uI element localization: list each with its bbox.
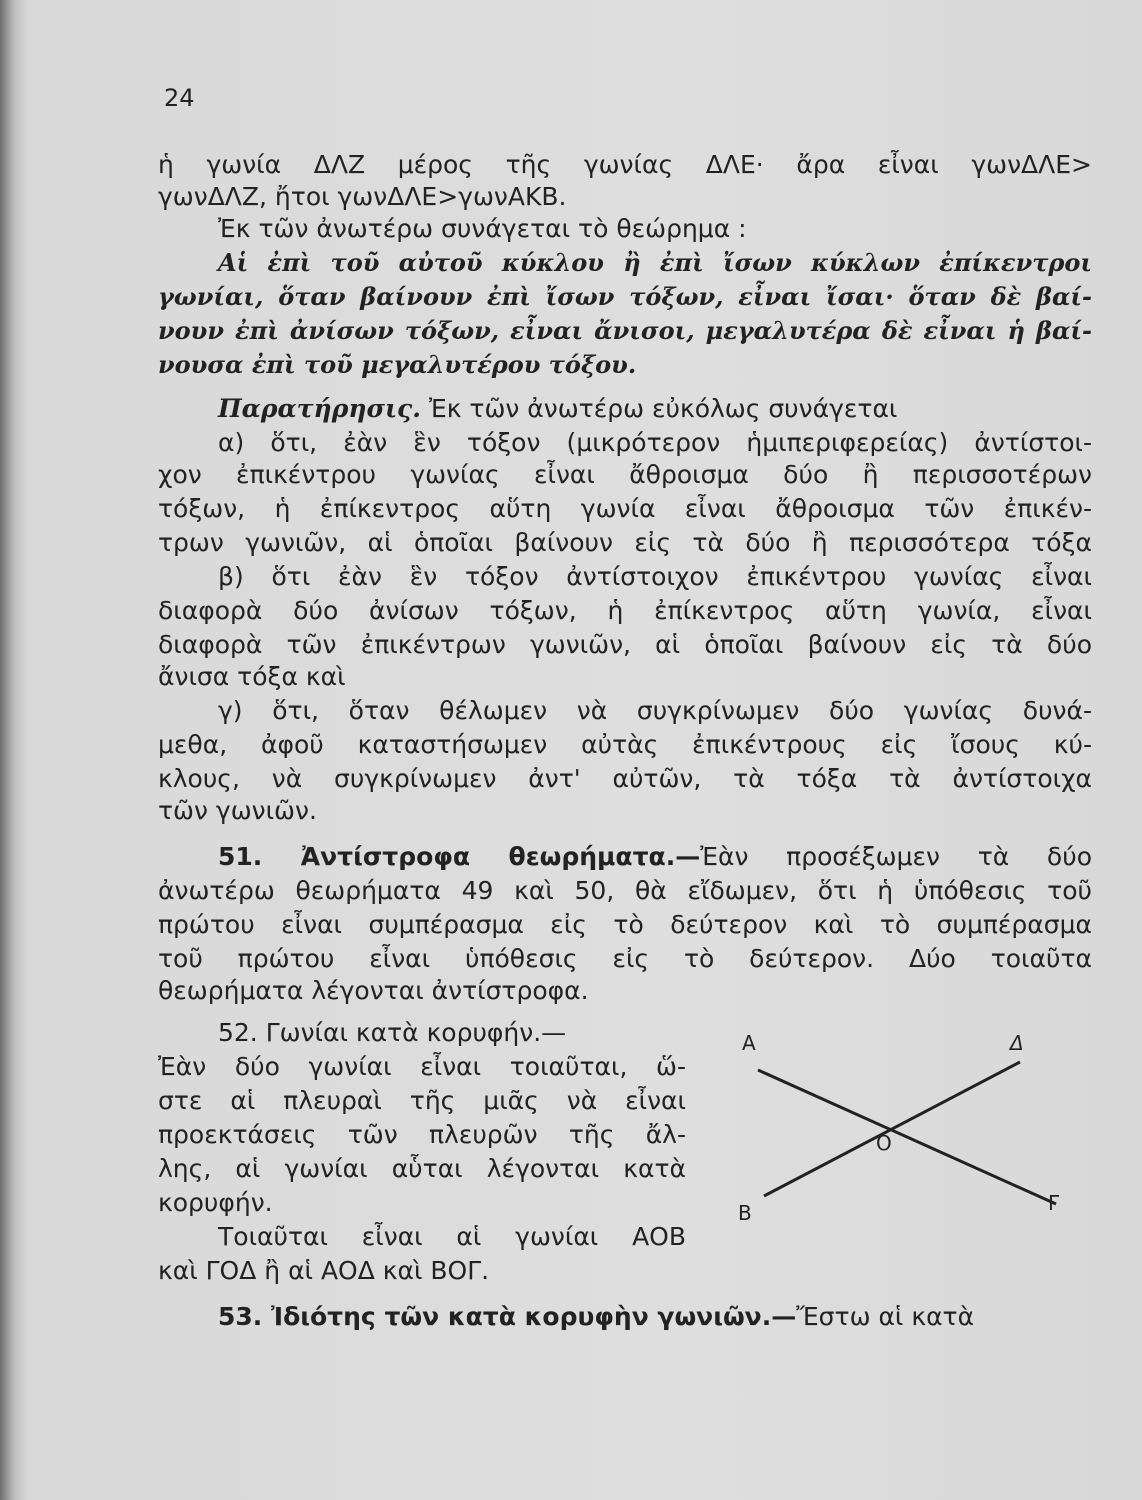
remark-label: Παρατήρησις. [218,394,421,423]
label-a: Α [742,1031,756,1055]
section-52-heading: 52. Γωνίαι κατὰ κορυφήν.— [218,1018,567,1047]
text-line: Ἐὰν δύο γωνίαι εἶναι τοιαῦται, ὥ- [158,1052,686,1081]
section-51-heading: 51. Ἀντίστροφα θεωρήματα.— [218,842,701,871]
text-line: γωνΔΛΖ, ἤτοι γωνΔΛΕ>γωνΑΚΒ. [158,182,567,211]
line-b-d [764,1062,1020,1196]
text-line: γ) ὅτι, ὅταν θέλωμεν νὰ συγκρίνωμεν δύο γωνίας δυνά- [218,696,1092,725]
text-line: διαφορὰ τῶν ἐπικέντρων γωνιῶν, αἱ ὁποῖαι βαίνουν εἰς τὰ δύο [158,630,1092,659]
label-b: Β [738,1201,752,1225]
text-line: διαφορὰ δύο ἀνίσων τόξων, ἡ ἐπίκεντρος αὕτη γωνία, εἶναι [158,596,1092,625]
text-line: καὶ ΓΟΔ ἢ αἱ ΑΟΔ καὶ ΒΟΓ. [158,1256,490,1285]
theorem-line: νουν ἐπὶ ἀνίσων τόξων, εἶναι ἄνισοι, μεγαλυτέρα δὲ εἶναι ἡ βαί- [158,316,1092,345]
text-line: β) ὅτι ἐὰν ἓν τόξον ἀντίστοιχον ἐπικέντρου γωνίας εἶναι [218,562,1092,591]
text-line: τῶν γωνιῶν. [158,796,317,825]
section-53-heading: 53. Ἰδιότης τῶν κατὰ κορυφὴν γωνιῶν.— [218,1302,797,1331]
text-line: ἄνισα τόξα καὶ [158,662,346,691]
text-line: κλους, νὰ συγκρίνωμεν ἀντ' αὐτῶν, τὰ τόξα τὰ ἀντίστοιχα [158,764,1092,793]
text-line: χον ἐπικέντρου γωνίας εἶναι ἄθροισμα δύο ἢ περισσοτέρων [158,460,1092,489]
text-line: τόξων, ἡ ἐπίκεντρος αὕτη γωνία εἶναι ἄθροισμα τῶν ἐπικέν- [158,494,1092,523]
remark-line [218,394,1092,424]
text-line: ἀνωτέρω θεωρήματα 49 καὶ 50, θὰ εἴδωμεν, ὅτι ἡ ὑπόθεσις τοῦ [158,876,1092,905]
text-line: μεθα, ἀφοῦ καταστήσωμεν αὐτὰς ἐπικέντρους εἰς ἴσους κύ- [158,730,1092,759]
text-line: τοῦ πρώτου εἶναι ὑπόθεσις εἰς τὸ δεύτερον. Δύο τοιαῦτα [158,944,1092,973]
vertical-angles-figure [720,1020,1100,1230]
section-51-text: Ἐὰν προσέξωμεν τὰ δύο [700,842,1092,871]
section-53-line [218,1302,1092,1332]
section-51-line [218,842,1092,872]
text-line: θεωρήματα λέγονται ἀντίστροφα. [158,976,589,1005]
label-g: Γ [1048,1191,1060,1215]
theorem-line: νουσα ἐπὶ τοῦ μεγαλυτέρου τόξου. [158,350,637,379]
text-line: στε αἱ πλευραὶ τῆς μιᾶς νὰ εἶναι [158,1086,686,1115]
figure-svg [720,1020,1100,1230]
label-o: Ο [876,1131,892,1155]
remark-text: Ἐκ τῶν ἀνωτέρω εὐκόλως συνάγεται [428,394,898,423]
text-line: Τοιαῦται εἶναι αἱ γωνίαι ΑΟΒ [218,1222,686,1251]
text-line: πρώτου εἶναι συμπέρασμα εἰς τὸ δεύτερον καὶ τὸ συμπέρασμα [158,910,1092,939]
text-line: λης, αἱ γωνίαι αὗται λέγονται κατὰ [158,1154,686,1183]
text-line: ἡ γωνία ΔΛΖ μέρος τῆς γωνίας ΔΛΕ· ἄρα εἶναι γωνΔΛΕ> [158,150,1092,179]
text-line: τρων γωνιῶν, αἱ ὁποῖαι βαίνουν εἰς τὰ δύο ἢ περισσότερα τόξα [158,528,1092,557]
theorem-line: γωνίαι, ὅταν βαίνουν ἐπὶ ἴσων τόξων, εἶναι ἴσαι· ὅταν δὲ βαί- [158,282,1092,311]
section-53-text: Ἔστω αἱ κατὰ [796,1302,975,1331]
line-a-g [758,1070,1056,1204]
theorem-line: Αἱ ἐπὶ τοῦ αὐτοῦ κύκλου ἢ ἐπὶ ἴσων κύκλων ἐπίκεντροι [218,248,1092,277]
text-line: προεκτάσεις τῶν πλευρῶν τῆς ἄλ- [158,1120,686,1149]
page-number: 24 [164,84,195,112]
theorem-intro: Ἐκ τῶν ἀνωτέρω συνάγεται τὸ θεώρημα : [218,214,747,243]
text-line: α) ὅτι, ἐὰν ἓν τόξον (μικρότερον ἡμιπεριφερείας) ἀντίστοι- [218,428,1092,457]
text-line: κορυφήν. [158,1188,273,1217]
label-d: Δ [1010,1031,1024,1055]
